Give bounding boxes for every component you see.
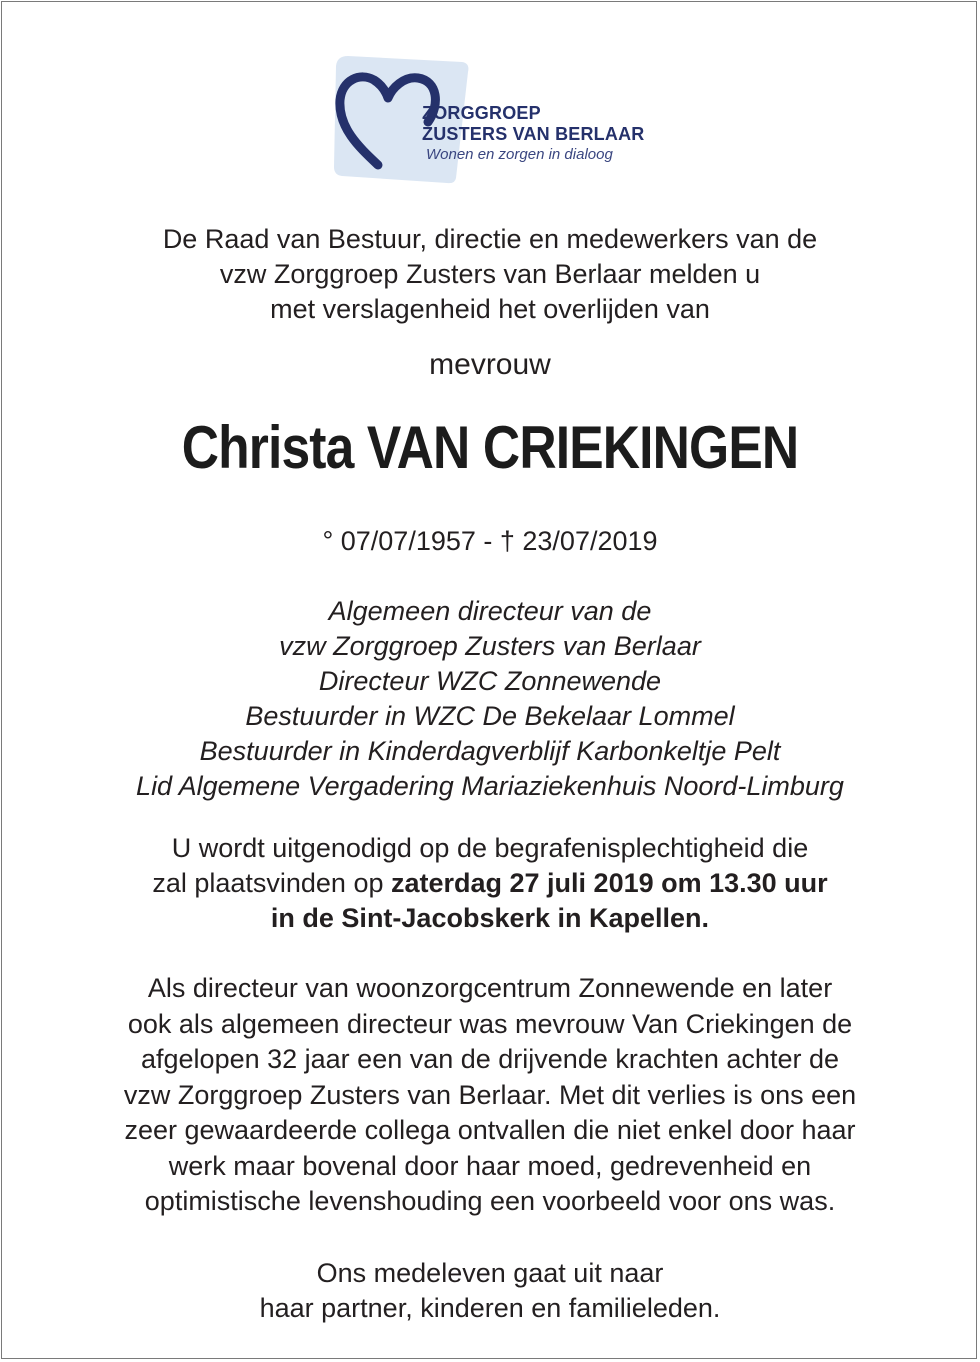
- role-line: Bestuurder in Kinderdagverblijf Karbonkeltje Pelt: [199, 736, 781, 766]
- role-line: Directeur WZC Zonnewende: [318, 666, 662, 696]
- logo-line1: ZORGGROEP: [422, 103, 541, 123]
- intro-line: met verslagenheid het overlijden van: [270, 294, 710, 324]
- closing-line: haar partner, kinderen en familieleden.: [259, 1293, 721, 1323]
- deceased-name: Christa VAN CRIEKINGEN: [181, 414, 799, 481]
- tribute-line: vzw Zorggroep Zusters van Berlaar. Met dit verlies is ons een: [123, 1079, 857, 1110]
- tribute-line: afgelopen 32 jaar een van de drijvende krachten achter de: [141, 1044, 839, 1074]
- organization-logo: [330, 50, 720, 185]
- funeral-invitation: [0, 831, 980, 936]
- role-line: Bestuurder in WZC De Bekelaar Lommel: [245, 701, 735, 731]
- closing-line: Ons medeleven gaat uit naar: [316, 1258, 664, 1288]
- salutation: mevrouw: [429, 348, 551, 381]
- tribute-line: Als directeur van woonzorgcentrum Zonnewende en later: [147, 973, 833, 1003]
- role-line: Lid Algemene Vergadering Mariaziekenhuis Noord-Limburg: [136, 771, 844, 801]
- roles-list: [0, 594, 980, 804]
- logo-line2: ZUSTERS VAN BERLAAR: [422, 124, 645, 144]
- invitation-line: U wordt uitgenodigd op de begrafenisplechtigheid die: [171, 833, 809, 863]
- announcement-intro: [0, 222, 980, 327]
- tribute-line: werk maar bovenal door haar moed, gedrevenheid en: [168, 1150, 812, 1181]
- invitation-line: [0, 866, 980, 901]
- role-line: vzw Zorggroep Zusters van Berlaar: [279, 631, 701, 661]
- condolence-message: [0, 1256, 980, 1326]
- tribute-line: zeer gewaardeerde collega ontvallen die niet enkel door haar: [124, 1115, 856, 1145]
- tribute-line: optimistische levenshouding een voorbeeld voor ons was.: [144, 1186, 836, 1216]
- funeral-datetime: zaterdag 27 juli 2019 om 13.30 uur: [390, 868, 828, 898]
- funeral-location: in de Sint-Jacobskerk in Kapellen.: [270, 903, 710, 933]
- invitation-prefix: zal plaatsvinden op: [152, 868, 391, 898]
- tribute-line: ook als algemeen directeur was mevrouw Van Criekingen de: [127, 1008, 853, 1039]
- life-dates: ° 07/07/1957 - † 23/07/2019: [322, 526, 658, 556]
- intro-line: De Raad van Bestuur, directie en medewerkers van de: [162, 224, 818, 254]
- intro-line: vzw Zorggroep Zusters van Berlaar melden u: [219, 259, 761, 289]
- role-line: Algemeen directeur van de: [328, 596, 652, 626]
- tribute-paragraph: [0, 971, 980, 1220]
- logo-tagline: Wonen en zorgen in dialoog: [426, 146, 613, 163]
